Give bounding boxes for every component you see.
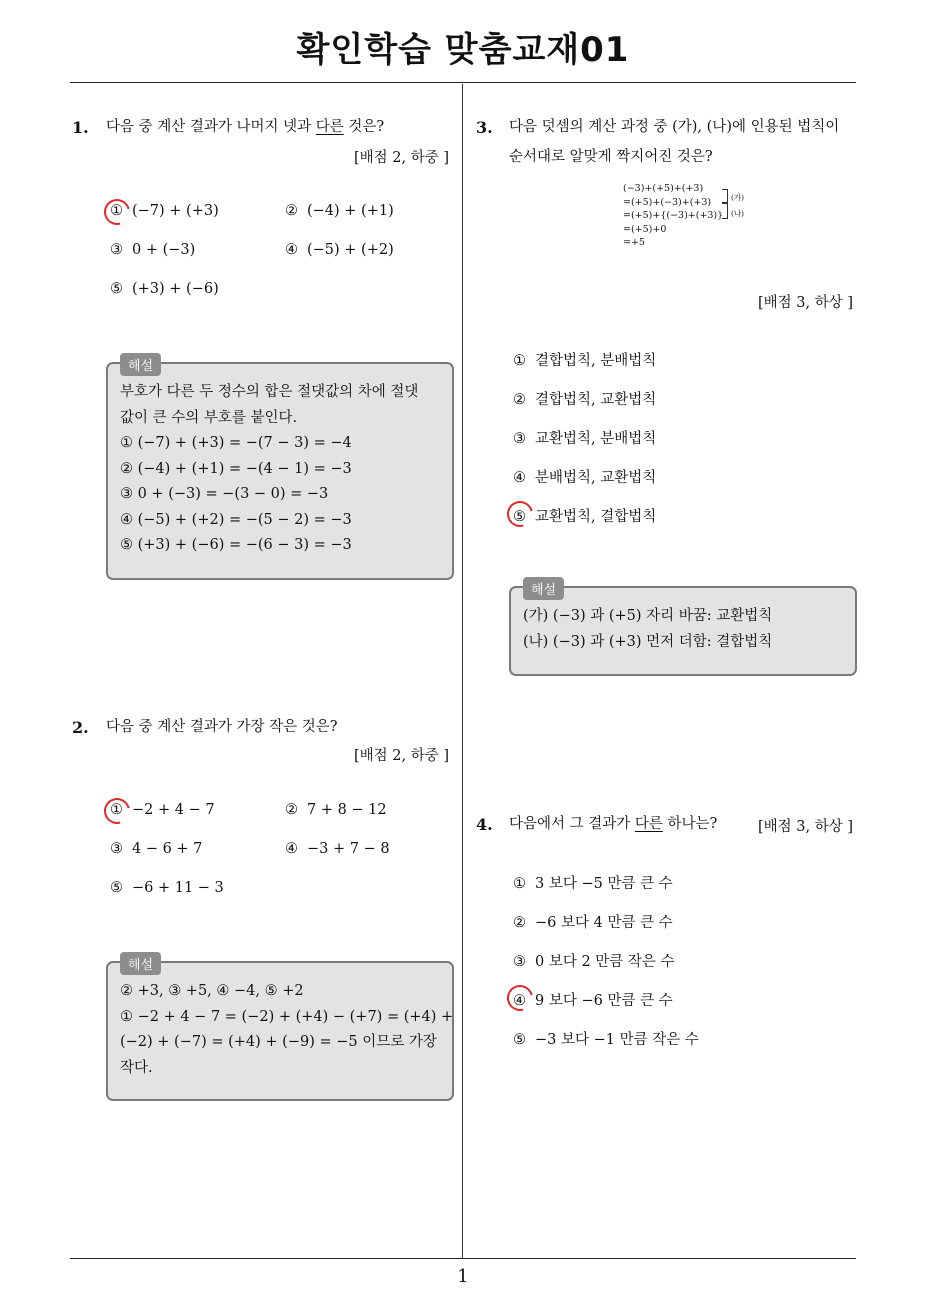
option-symbol: ②: [513, 392, 526, 408]
question-3-prompt-line1: 다음 덧셈의 계산 과정 중 (가), (나)에 인용된 법칙이: [509, 119, 840, 135]
question-2-number: 2.: [72, 718, 89, 737]
solution-line: ⑤ (+3) + (−6) = −(6 − 3) = −3: [120, 537, 352, 553]
solution-tag: 해설: [120, 952, 161, 975]
step-label-ga: (가): [731, 193, 745, 202]
calculation-step: =(+5)+0: [623, 223, 667, 235]
question-2-option-5[interactable]: [110, 880, 224, 896]
option-text: −2 + 4 − 7: [132, 802, 215, 818]
option-text: 7 + 8 − 12: [307, 802, 387, 818]
calculation-steps: [623, 182, 723, 250]
option-symbol: ①: [513, 353, 526, 369]
option-symbol: ③: [110, 242, 123, 258]
option-text: (−5) + (+2): [307, 242, 394, 258]
question-4-prompt-post: 하나는?: [662, 816, 718, 832]
question-1-prompt-underline: 다른: [315, 119, 344, 135]
question-2-option-4[interactable]: [285, 841, 390, 857]
option-text: 0 보다 2 만큼 작은 수: [535, 954, 675, 970]
option-symbol: ⑤: [513, 1032, 526, 1048]
step-label-na: (나): [731, 209, 745, 218]
footer-rule: [70, 1258, 856, 1259]
solution-tag: 해설: [120, 353, 161, 376]
question-3-prompt: [509, 112, 839, 172]
option-text: −3 보다 −1 만큼 작은 수: [535, 1032, 699, 1048]
header-rule: [70, 82, 856, 83]
question-2-option-3[interactable]: [110, 841, 202, 857]
question-1-option-3[interactable]: [110, 242, 195, 258]
question-2-option-1[interactable]: [110, 802, 215, 818]
option-text: 9 보다 −6 만큼 큰 수: [535, 993, 673, 1009]
question-1-prompt-post: 것은?: [343, 119, 385, 135]
question-4-number: 4.: [476, 815, 493, 834]
question-1-option-1[interactable]: [110, 203, 219, 219]
option-text: 4 − 6 + 7: [132, 841, 203, 857]
solution-line: ③ 0 + (−3) = −(3 − 0) = −3: [120, 486, 329, 502]
option-symbol: ③: [110, 841, 123, 857]
option-symbol: ③: [513, 431, 526, 447]
option-symbol: ①: [110, 203, 123, 219]
solution-line: (−2) + (−7) = (+4) + (−9) = −5 이므로 가장: [120, 1034, 437, 1050]
calculation-step: =(+5)+(−3)+(+3): [623, 196, 712, 208]
question-3-option-2[interactable]: [513, 388, 656, 409]
option-text: −6 보다 4 만큼 큰 수: [535, 915, 673, 931]
question-1-option-5[interactable]: [110, 281, 219, 297]
question-2-solution-box: [106, 958, 454, 1101]
question-2-score: [배점 2, 하중 ]: [353, 748, 449, 764]
question-3-option-5[interactable]: [513, 505, 656, 526]
option-text: 3 보다 −5 만큼 큰 수: [535, 876, 673, 892]
question-1-score: [배점 2, 하중 ]: [353, 150, 449, 166]
question-4-prompt-underline: 다른: [634, 816, 663, 832]
question-4-score: [배점 3, 하상 ]: [757, 819, 853, 835]
question-3-option-3[interactable]: [513, 427, 656, 448]
option-text: −3 + 7 − 8: [307, 841, 390, 857]
solution-line: (가) (−3) 과 (+5) 자리 바꿈: 교환법칙: [523, 608, 773, 624]
option-symbol: ④: [285, 841, 298, 857]
solution-line: 작다.: [120, 1059, 153, 1076]
option-symbol: ⑤: [513, 509, 526, 525]
solution-line: (나) (−3) 과 (+3) 먼저 더함: 결합법칙: [523, 633, 773, 650]
question-4-prompt-pre: 다음에서 그 결과가: [509, 816, 635, 832]
question-1-prompt-pre: 다음 중 계산 결과가 나머지 넷과: [106, 119, 316, 135]
option-symbol: ④: [513, 470, 526, 486]
question-1-number: 1.: [72, 118, 89, 137]
option-symbol: ②: [513, 915, 526, 931]
option-text: (+3) + (−6): [132, 281, 219, 297]
solution-line: 값이 큰 수의 부호를 붙인다.: [120, 409, 298, 426]
solution-line: ① (−7) + (+3) = −(7 − 3) = −4: [120, 435, 352, 451]
option-text: 교환법칙, 분배법칙: [535, 431, 657, 447]
option-symbol: ⑤: [110, 880, 123, 896]
question-1-prompt: [106, 112, 384, 142]
question-1-option-2[interactable]: [285, 203, 394, 219]
question-2-option-2[interactable]: [285, 802, 387, 818]
step-bracket-na: [722, 203, 728, 219]
option-symbol: ①: [513, 876, 526, 892]
page-number: 1: [457, 1266, 469, 1287]
question-4-option-2[interactable]: [513, 911, 673, 932]
question-3-prompt-line2: 순서대로 알맞게 짝지어진 것은?: [509, 149, 713, 165]
option-text: 결합법칙, 교환법칙: [535, 392, 657, 408]
page-title: 확인학습 맞춤교재01: [296, 30, 630, 70]
calculation-step: (−3)+(+5)+(+3): [623, 183, 704, 194]
option-symbol: ②: [285, 802, 298, 818]
option-symbol: ①: [110, 802, 123, 818]
option-symbol: ③: [513, 954, 526, 970]
question-4-option-4[interactable]: [513, 989, 673, 1010]
question-2-prompt: 다음 중 계산 결과가 가장 작은 것은?: [106, 719, 338, 735]
solution-line: ② +3, ③ +5, ④ −4, ⑤ +2: [120, 983, 304, 999]
question-4-prompt: [509, 809, 717, 839]
solution-line: ① −2 + 4 − 7 = (−2) + (+4) − (+7) = (+4) +: [120, 1008, 454, 1025]
option-symbol: ⑤: [110, 281, 123, 297]
calculation-step: =(+5)+{(−3)+(+3)}: [623, 210, 724, 221]
option-symbol: ④: [513, 993, 526, 1009]
solution-tag: 해설: [523, 577, 564, 600]
option-text: (−7) + (+3): [132, 203, 219, 219]
option-text: 분배법칙, 교환법칙: [535, 470, 657, 486]
option-text: 0 + (−3): [132, 242, 196, 258]
column-divider: [462, 84, 463, 1258]
question-1-solution-box: [106, 359, 454, 580]
question-3-option-4[interactable]: [513, 466, 656, 487]
option-text: (−4) + (+1): [307, 203, 394, 219]
question-3-solution-box: [509, 583, 857, 676]
option-text: 교환법칙, 결합법칙: [535, 509, 657, 525]
question-4-option-5[interactable]: [513, 1028, 699, 1049]
option-symbol: ④: [285, 242, 298, 258]
question-1-option-4[interactable]: [285, 242, 394, 258]
option-text: 결합법칙, 분배법칙: [535, 353, 657, 369]
step-bracket-ga: [722, 189, 728, 203]
question-3-number: 3.: [476, 118, 493, 137]
question-3-score: [배점 3, 하상 ]: [757, 295, 853, 311]
option-text: −6 + 11 − 3: [132, 880, 224, 896]
calculation-step: =+5: [623, 237, 645, 248]
solution-line: ② (−4) + (+1) = −(4 − 1) = −3: [120, 460, 352, 477]
question-3-option-1[interactable]: [513, 349, 656, 370]
question-4-option-3[interactable]: [513, 950, 675, 971]
solution-line: 부호가 다른 두 정수의 합은 절댓값의 차에 절댓: [120, 384, 419, 400]
solution-line: ④ (−5) + (+2) = −(5 − 2) = −3: [120, 511, 352, 528]
question-4-option-1[interactable]: [513, 872, 673, 893]
option-symbol: ②: [285, 203, 298, 219]
